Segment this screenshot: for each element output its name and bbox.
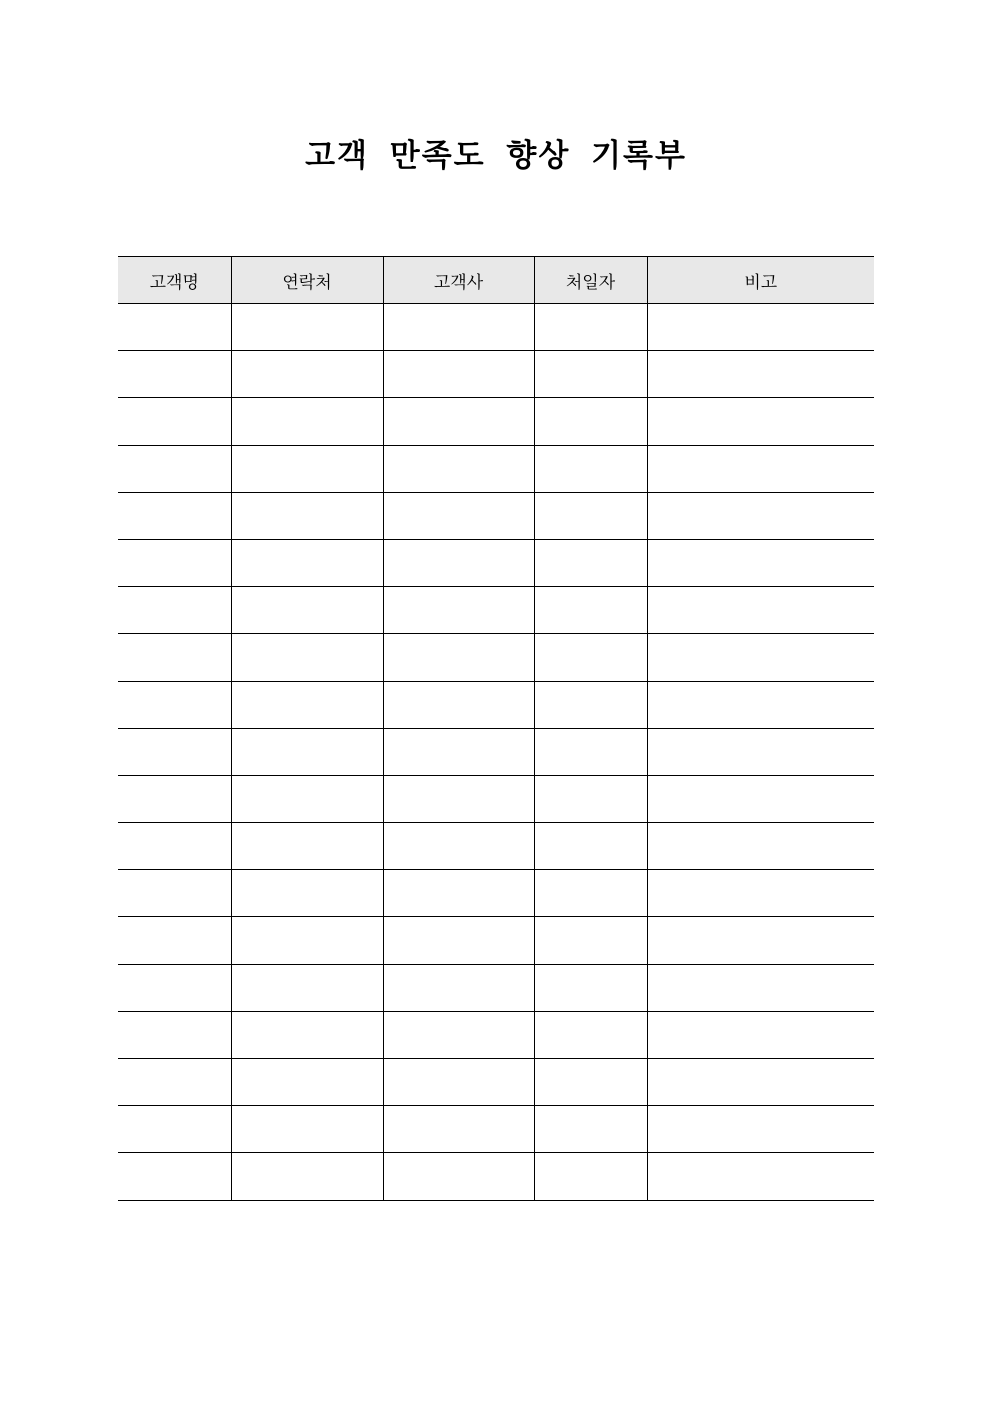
cell-customer-name[interactable]: [118, 964, 231, 1011]
cell-date[interactable]: [534, 351, 647, 398]
cell-company[interactable]: [383, 587, 534, 634]
cell-company[interactable]: [383, 1011, 534, 1058]
cell-company[interactable]: [383, 917, 534, 964]
table-row: [118, 964, 874, 1011]
cell-date[interactable]: [534, 398, 647, 445]
cell-date[interactable]: [534, 917, 647, 964]
cell-contact[interactable]: [231, 304, 383, 351]
table-row: [118, 445, 874, 492]
cell-customer-name[interactable]: [118, 1153, 231, 1200]
cell-customer-name[interactable]: [118, 775, 231, 822]
cell-contact[interactable]: [231, 398, 383, 445]
table-row: [118, 917, 874, 964]
table-row: [118, 823, 874, 870]
cell-customer-name[interactable]: [118, 870, 231, 917]
cell-date[interactable]: [534, 634, 647, 681]
record-table: [118, 256, 874, 1201]
cell-date[interactable]: [534, 445, 647, 492]
cell-customer-name[interactable]: [118, 351, 231, 398]
table-row: [118, 775, 874, 822]
table-row: [118, 728, 874, 775]
cell-customer-name[interactable]: [118, 304, 231, 351]
cell-customer-name[interactable]: [118, 492, 231, 539]
cell-contact[interactable]: [231, 1153, 383, 1200]
cell-remarks[interactable]: [647, 587, 874, 634]
table-header-row: [118, 257, 874, 304]
column-header-contact: 연락처: [231, 257, 383, 304]
cell-remarks[interactable]: [647, 1059, 874, 1106]
cell-date[interactable]: [534, 1011, 647, 1058]
cell-contact[interactable]: [231, 539, 383, 586]
table-row: [118, 1011, 874, 1058]
cell-customer-name[interactable]: [118, 1059, 231, 1106]
cell-contact[interactable]: [231, 1106, 383, 1153]
cell-remarks[interactable]: [647, 681, 874, 728]
cell-remarks[interactable]: [647, 870, 874, 917]
table-row: [118, 870, 874, 917]
cell-company[interactable]: [383, 1059, 534, 1106]
cell-remarks[interactable]: [647, 1011, 874, 1058]
cell-contact[interactable]: [231, 870, 383, 917]
cell-date[interactable]: [534, 492, 647, 539]
cell-company[interactable]: [383, 775, 534, 822]
cell-customer-name[interactable]: [118, 1106, 231, 1153]
cell-date[interactable]: [534, 1106, 647, 1153]
column-header-customer-name: 고객명: [118, 257, 231, 304]
column-header-company: 고객사: [383, 257, 534, 304]
cell-date[interactable]: [534, 1153, 647, 1200]
cell-customer-name[interactable]: [118, 823, 231, 870]
cell-customer-name[interactable]: [118, 398, 231, 445]
page-title: 고객 만족도 향상 기록부: [305, 138, 687, 174]
cell-company[interactable]: [383, 1106, 534, 1153]
table-row: [118, 398, 874, 445]
cell-remarks[interactable]: [647, 728, 874, 775]
table-row: [118, 304, 874, 351]
cell-date[interactable]: [534, 304, 647, 351]
cell-company[interactable]: [383, 304, 534, 351]
cell-contact[interactable]: [231, 445, 383, 492]
cell-company[interactable]: [383, 539, 534, 586]
cell-customer-name[interactable]: [118, 539, 231, 586]
cell-customer-name[interactable]: [118, 587, 231, 634]
cell-remarks[interactable]: [647, 1153, 874, 1200]
cell-customer-name[interactable]: [118, 728, 231, 775]
cell-company[interactable]: [383, 870, 534, 917]
cell-contact[interactable]: [231, 1011, 383, 1058]
cell-company[interactable]: [383, 964, 534, 1011]
cell-company[interactable]: [383, 445, 534, 492]
cell-remarks[interactable]: [647, 775, 874, 822]
cell-contact[interactable]: [231, 492, 383, 539]
table-body: [118, 304, 874, 1201]
cell-remarks[interactable]: [647, 445, 874, 492]
cell-date[interactable]: [534, 964, 647, 1011]
table-row: [118, 492, 874, 539]
table-row: [118, 1106, 874, 1153]
cell-date[interactable]: [534, 728, 647, 775]
cell-date[interactable]: [534, 775, 647, 822]
table-row: [118, 1059, 874, 1106]
table-row: [118, 351, 874, 398]
cell-remarks[interactable]: [647, 634, 874, 681]
cell-contact[interactable]: [231, 917, 383, 964]
cell-customer-name[interactable]: [118, 634, 231, 681]
cell-contact[interactable]: [231, 823, 383, 870]
column-header-date: 처일자: [534, 257, 647, 304]
cell-date[interactable]: [534, 1059, 647, 1106]
cell-contact[interactable]: [231, 775, 383, 822]
cell-remarks[interactable]: [647, 823, 874, 870]
cell-company[interactable]: [383, 728, 534, 775]
table-row: [118, 681, 874, 728]
cell-remarks[interactable]: [647, 1106, 874, 1153]
cell-date[interactable]: [534, 539, 647, 586]
cell-contact[interactable]: [231, 964, 383, 1011]
cell-company[interactable]: [383, 1153, 534, 1200]
cell-customer-name[interactable]: [118, 1011, 231, 1058]
cell-remarks[interactable]: [647, 304, 874, 351]
cell-company[interactable]: [383, 634, 534, 681]
cell-remarks[interactable]: [647, 398, 874, 445]
cell-date[interactable]: [534, 681, 647, 728]
cell-contact[interactable]: [231, 634, 383, 681]
cell-date[interactable]: [534, 587, 647, 634]
cell-company[interactable]: [383, 823, 534, 870]
cell-customer-name[interactable]: [118, 917, 231, 964]
cell-contact[interactable]: [231, 728, 383, 775]
cell-contact[interactable]: [231, 587, 383, 634]
cell-company[interactable]: [383, 398, 534, 445]
cell-date[interactable]: [534, 870, 647, 917]
cell-date[interactable]: [534, 823, 647, 870]
cell-remarks[interactable]: [647, 539, 874, 586]
cell-company[interactable]: [383, 492, 534, 539]
cell-company[interactable]: [383, 351, 534, 398]
cell-customer-name[interactable]: [118, 445, 231, 492]
cell-customer-name[interactable]: [118, 681, 231, 728]
table-row: [118, 1153, 874, 1200]
table-row: [118, 634, 874, 681]
cell-remarks[interactable]: [647, 964, 874, 1011]
cell-contact[interactable]: [231, 681, 383, 728]
column-header-remarks: 비고: [647, 257, 874, 304]
cell-remarks[interactable]: [647, 917, 874, 964]
cell-remarks[interactable]: [647, 492, 874, 539]
table-row: [118, 539, 874, 586]
table-row: [118, 587, 874, 634]
cell-company[interactable]: [383, 681, 534, 728]
cell-remarks[interactable]: [647, 351, 874, 398]
cell-contact[interactable]: [231, 351, 383, 398]
cell-contact[interactable]: [231, 1059, 383, 1106]
